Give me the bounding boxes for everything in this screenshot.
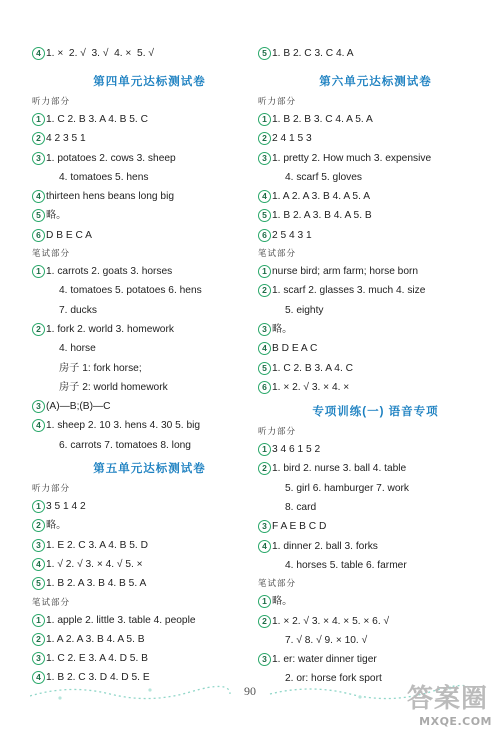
answer-text: 1. B 2. B 3. C 4. A 5. A — [272, 114, 373, 125]
item-number-badge: 4 — [258, 540, 271, 553]
item-number-badge: 4 — [258, 190, 271, 203]
answer-text: 4 2 3 5 1 — [46, 133, 86, 145]
answer-text: B D E A C — [272, 343, 318, 355]
answer-line — [258, 168, 493, 187]
answer-text: nurse bird; arm farm; horse born — [272, 266, 419, 278]
answer-text: 3 4 6 1 5 2 — [272, 444, 321, 456]
item-number-badge: 3 — [258, 520, 271, 533]
answer-text: 1. dinner 2. ball 3. forks — [272, 540, 378, 552]
answer-text: 4. tomatoes 5. potatoes 6. hens — [59, 285, 202, 297]
answer-line — [32, 149, 267, 168]
answer-line — [32, 339, 267, 358]
item-number-badge: 2 — [32, 519, 45, 532]
answer-line — [32, 262, 267, 281]
answer-text: 5. eighty — [285, 304, 324, 316]
answer-text: 1. sheep 2. 10 3. hens 4. 30 5. big — [46, 420, 201, 432]
item-number-badge: 1 — [258, 595, 271, 608]
answer-line — [32, 378, 267, 397]
answer-text: 1. √ 2. √ 3. × 4. √ 5. × — [46, 558, 143, 570]
answer-text: 略。 — [46, 210, 67, 222]
listening-section-label: 听力部分 — [258, 426, 297, 437]
answer-line — [258, 149, 493, 168]
item-number-badge: 3 — [32, 400, 45, 413]
answer-text: 1. B 2. C 3. D 4. D 5. E — [46, 672, 150, 684]
answer-line — [32, 168, 267, 187]
answer-text: 房子 1: fork horse; — [59, 362, 142, 374]
unit5-title: 第五单元达标测试卷 — [93, 463, 206, 476]
answer-text: 略。 — [272, 323, 293, 335]
item-number-badge: 2 — [258, 284, 271, 297]
answer-text: 1. er: water dinner tiger — [272, 654, 377, 666]
answer-line — [32, 187, 267, 206]
listening-section-label: 听力部分 — [258, 96, 297, 106]
answer-line — [32, 110, 267, 129]
unit4-title: 第四单元达标测试卷 — [93, 76, 206, 88]
answer-line — [258, 612, 493, 631]
item-number-badge: 2 — [32, 323, 45, 336]
watermark-logo — [404, 678, 496, 728]
item-number-badge: 3 — [258, 323, 271, 336]
answer-line — [32, 630, 267, 649]
answer-text: 1. pretty 2. How much 3. expensive — [272, 152, 432, 164]
answer-text: 1. × 2. √ 3. × 4. × — [272, 381, 350, 393]
answer-text: 1. C 2. B 3. A 4. B 5. C — [46, 114, 148, 125]
item-number-badge: 4 — [258, 342, 271, 355]
item-number-badge: 4 — [32, 419, 45, 432]
item-number-badge: 2 — [32, 132, 45, 145]
item-number-badge: 1 — [32, 113, 45, 126]
item-number-badge: 4 — [32, 47, 45, 60]
item-number-badge: 1 — [32, 614, 45, 627]
answer-text: 4. horses 5. table 6. farmer — [285, 559, 407, 571]
answer-text: 1. apple 2. little 3. table 4. people — [46, 614, 196, 626]
answer-line — [258, 631, 493, 650]
answer-line — [32, 397, 267, 416]
answer-line — [258, 110, 493, 129]
item-number-badge: 6 — [258, 229, 271, 242]
answer-line — [32, 497, 267, 516]
page-number: 90 — [244, 684, 256, 698]
answer-text: 6. carrots 7. tomatoes 8. long — [59, 439, 191, 451]
answer-line — [258, 498, 493, 517]
answer-line — [32, 649, 267, 668]
answer-line — [32, 129, 267, 148]
listening-section-label: 听力部分 — [32, 96, 71, 106]
answer-text: 4. tomatoes 5. hens — [59, 171, 149, 183]
writing-section-label: 笔试部分 — [32, 596, 71, 607]
answer-text: 2 4 1 5 3 — [272, 133, 312, 145]
answer-text: 1. × 2. √ 3. √ 4. × 5. √ — [46, 48, 154, 59]
writing-section-label: 笔试部分 — [32, 248, 71, 259]
item-number-badge: 6 — [32, 229, 45, 242]
answer-line — [258, 459, 493, 478]
answer-line — [258, 281, 493, 300]
answer-text: 5. girl 6. hamburger 7. work — [285, 482, 410, 494]
answer-line — [32, 320, 267, 339]
answer-text: 1. A 2. A 3. B 4. A 5. A — [272, 191, 370, 203]
answer-text: 4. scarf 5. gloves — [285, 171, 363, 183]
item-number-badge: 3 — [32, 152, 45, 165]
answer-line — [32, 555, 267, 574]
item-number-badge: 5 — [258, 209, 271, 222]
item-number-badge: 4 — [32, 558, 45, 571]
answer-line — [32, 281, 267, 300]
answer-text: 7. ducks — [59, 304, 97, 316]
writing-section-label: 笔试部分 — [258, 248, 297, 259]
item-number-badge: 1 — [258, 443, 271, 456]
answer-text: 1. × 2. √ 3. × 4. × 5. × 6. √ — [272, 615, 390, 627]
answer-text: 1. C 2. E 3. A 4. D 5. B — [46, 653, 148, 665]
answer-text: 1. E 2. C 3. A 4. B 5. D — [46, 539, 148, 551]
answer-text: 3 5 1 4 2 — [46, 501, 86, 513]
answer-text: 1. A 2. A 3. B 4. A 5. B — [46, 633, 145, 645]
item-number-badge: 4 — [32, 190, 45, 203]
item-number-badge: 1 — [32, 500, 45, 513]
answer-line — [258, 359, 493, 378]
answer-line — [32, 44, 281, 63]
answer-text: 1. bird 2. nurse 3. ball 4. table — [272, 463, 407, 475]
item-number-badge: 1 — [32, 265, 45, 278]
watermark-bottom-text: MXQE.COM — [419, 715, 492, 728]
answer-line — [258, 592, 493, 611]
answer-text: D B E C A — [46, 229, 92, 241]
answer-line — [32, 516, 267, 535]
writing-section-label: 笔试部分 — [258, 578, 297, 589]
answer-text: F A E B C D — [272, 521, 327, 533]
item-number-badge: 2 — [32, 633, 45, 646]
answer-line — [32, 301, 267, 320]
item-number-badge: 5 — [32, 577, 45, 590]
answer-line — [258, 187, 493, 206]
answer-text: 2 5 4 3 1 — [272, 229, 312, 241]
answer-line — [32, 536, 267, 555]
watermark-top-text: 答案圈 — [406, 684, 488, 714]
item-number-badge: 5 — [258, 362, 271, 375]
answer-text: 4. horse — [59, 343, 96, 355]
answer-line — [258, 262, 493, 281]
answer-text: 1. carrots 2. goats 3. horses — [46, 266, 173, 278]
answer-line — [258, 301, 493, 320]
item-number-badge: 1 — [258, 265, 271, 278]
item-number-badge: 2 — [258, 462, 271, 475]
answer-line — [32, 359, 267, 378]
answer-line — [258, 440, 493, 459]
answer-line — [32, 436, 267, 455]
special-training-title: 专项训练(一) 语音专项 — [312, 406, 439, 419]
answer-line — [258, 129, 493, 148]
right-column — [258, 46, 493, 689]
answer-text: 略。 — [46, 520, 67, 532]
answer-text: thirteen hens beans long big — [46, 191, 175, 203]
answer-text: 房子 2: world homework — [59, 381, 168, 393]
answer-line — [32, 416, 267, 435]
answer-line — [258, 44, 500, 63]
answer-text: 8. card — [285, 502, 317, 514]
listening-section-label: 听力部分 — [32, 483, 71, 494]
item-number-badge: 3 — [32, 539, 45, 552]
answer-text: 1. B 2. C 3. C 4. A — [272, 48, 354, 59]
item-number-badge: 2 — [258, 132, 271, 145]
item-number-badge: 3 — [258, 152, 271, 165]
answer-text: 1. C 2. B 3. A 4. C — [272, 362, 353, 374]
item-number-badge: 4 — [32, 671, 45, 684]
answer-line — [258, 206, 493, 225]
answer-text: 1. fork 2. world 3. homework — [46, 323, 174, 335]
answer-text: (A)—B;(B)—C — [46, 401, 111, 413]
item-number-badge: 2 — [258, 615, 271, 628]
answer-line — [32, 574, 267, 593]
item-number-badge: 6 — [258, 381, 271, 394]
item-number-badge: 3 — [32, 652, 45, 665]
left-column — [32, 46, 267, 688]
item-number-badge: 1 — [258, 113, 271, 126]
item-number-badge: 5 — [258, 47, 271, 60]
answer-text: 7. √ 8. √ 9. × 10. √ — [285, 634, 368, 646]
item-number-badge: 3 — [258, 653, 271, 666]
answer-text: 1. B 2. A 3. B 4. A 5. B — [272, 210, 372, 222]
answer-line — [258, 556, 493, 575]
answer-line — [258, 650, 493, 669]
answer-text: 1. scarf 2. glasses 3. much 4. size — [272, 285, 426, 297]
answer-text: 略。 — [272, 596, 293, 608]
answer-text: 1. B 2. A 3. B 4. B 5. A — [46, 578, 147, 590]
answer-line — [258, 320, 493, 339]
answer-line — [258, 378, 493, 397]
answer-line — [32, 206, 267, 225]
answer-line — [258, 537, 493, 556]
unit6-title: 第六单元达标测试卷 — [319, 76, 432, 88]
answer-line — [32, 611, 267, 630]
answer-text: 2. or: horse fork sport — [285, 673, 382, 685]
item-number-badge: 5 — [32, 209, 45, 222]
answer-text: 1. potatoes 2. cows 3. sheep — [46, 152, 176, 164]
answer-line — [258, 517, 493, 536]
answer-line — [32, 226, 267, 245]
answer-line — [258, 339, 493, 358]
answer-line — [258, 479, 493, 498]
answer-line — [258, 226, 493, 245]
